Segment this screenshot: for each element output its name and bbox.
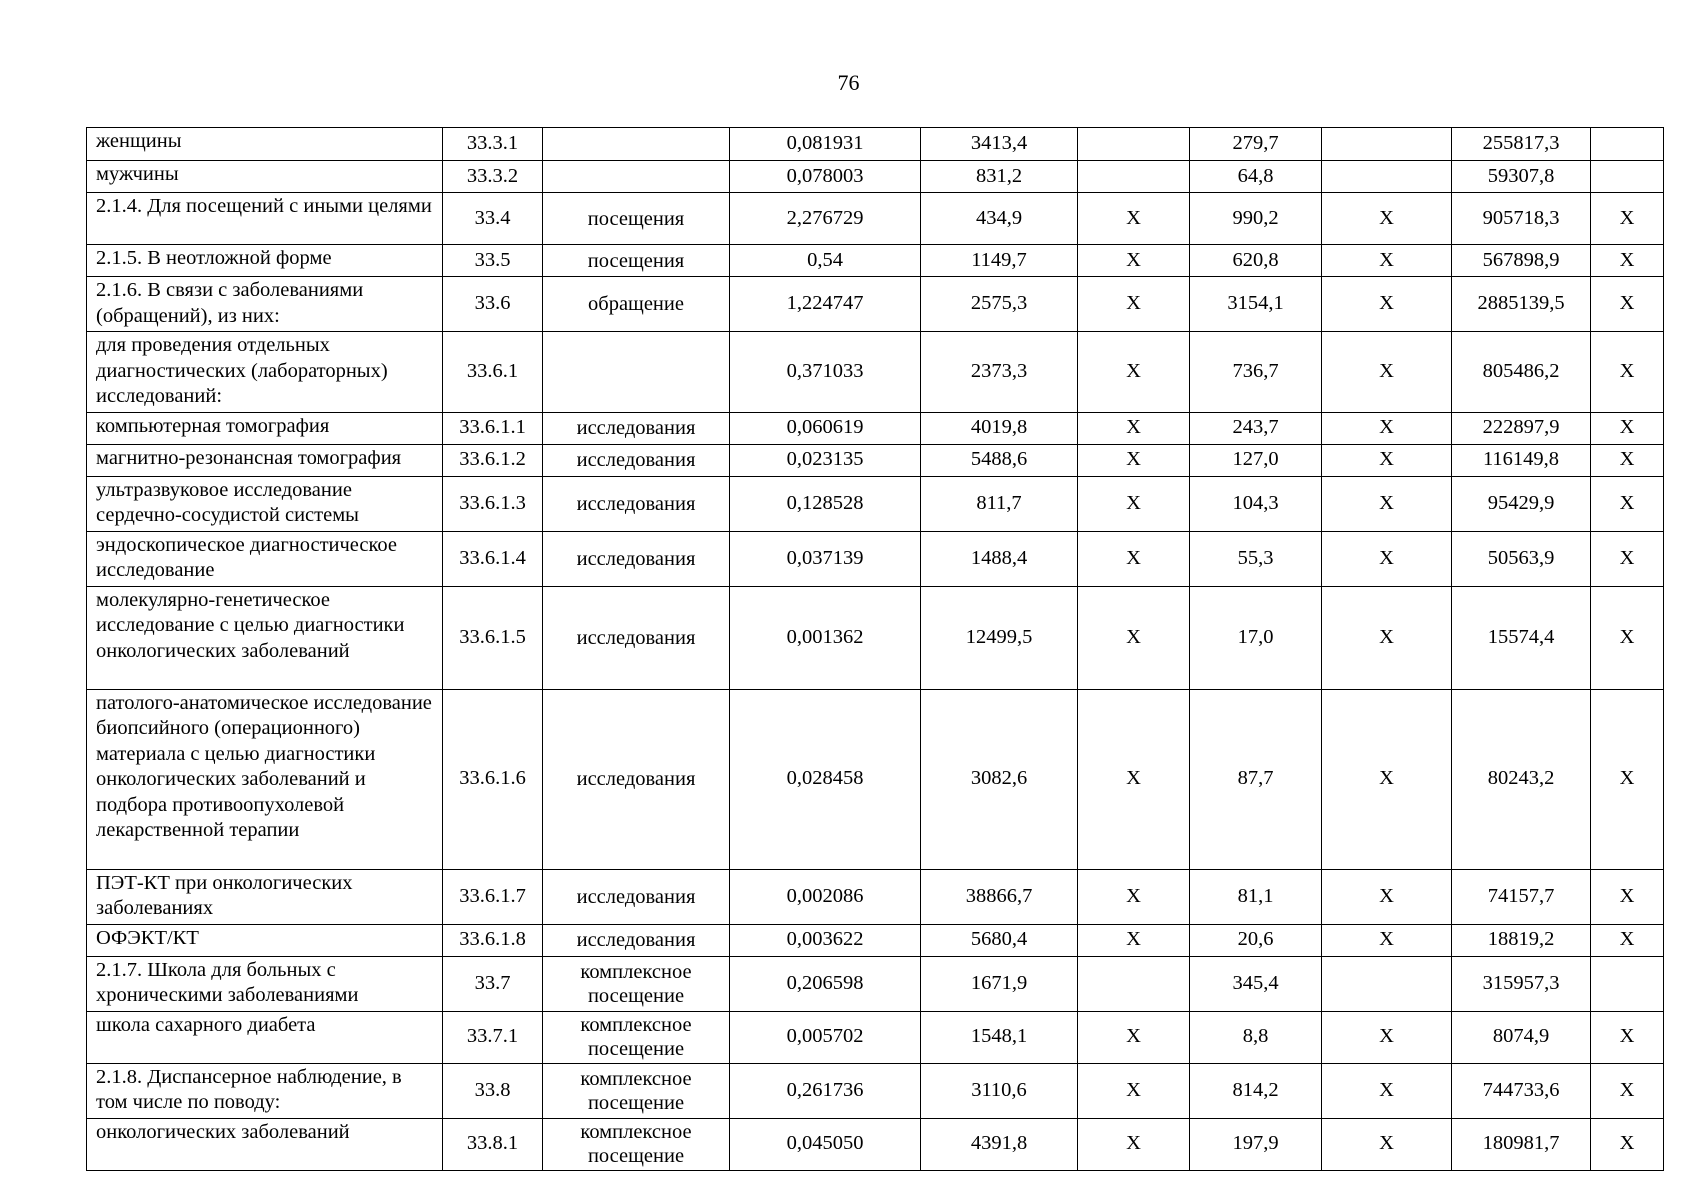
cell-unit: исследования — [543, 586, 730, 689]
cell-mark-1: Х — [1078, 924, 1190, 956]
cell-value-1: 0,028458 — [730, 689, 921, 869]
table-row — [87, 277, 1664, 332]
table-row — [87, 412, 1664, 444]
cell-value-1: 0,003622 — [730, 924, 921, 956]
cell-value-3: 3154,1 — [1190, 277, 1322, 332]
cell-mark-1: Х — [1078, 444, 1190, 476]
cell-value-4: 80243,2 — [1452, 689, 1591, 869]
cell-value-1: 0,023135 — [730, 444, 921, 476]
cell-mark-2: Х — [1322, 193, 1452, 245]
table-body — [87, 128, 1664, 1171]
cell-code: 33.3.2 — [443, 161, 543, 193]
table-row — [87, 1063, 1664, 1118]
cell-name: ОФЭКТ/КТ — [87, 924, 443, 956]
cell-value-3: 197,9 — [1190, 1118, 1322, 1170]
cell-value-4: 255817,3 — [1452, 128, 1591, 161]
cell-value-1: 0,037139 — [730, 531, 921, 586]
table-row — [87, 161, 1664, 193]
cell-value-4: 315957,3 — [1452, 956, 1591, 1011]
cell-name: для проведения отдельных диагностических (лабораторных) исследований: — [87, 332, 443, 413]
cell-name: онкологических заболеваний — [87, 1118, 443, 1170]
cell-value-3: 620,8 — [1190, 245, 1322, 277]
cell-value-1: 2,276729 — [730, 193, 921, 245]
cell-mark-1: Х — [1078, 531, 1190, 586]
cell-value-2: 5488,6 — [921, 444, 1078, 476]
table-row — [87, 1118, 1664, 1170]
cell-code: 33.6.1.2 — [443, 444, 543, 476]
cell-code: 33.6.1.3 — [443, 476, 543, 531]
cell-value-4: 74157,7 — [1452, 869, 1591, 924]
cell-mark-2: Х — [1322, 689, 1452, 869]
cell-value-1: 0,060619 — [730, 412, 921, 444]
cell-value-2: 12499,5 — [921, 586, 1078, 689]
cell-mark-3 — [1591, 128, 1664, 161]
cell-value-2: 3413,4 — [921, 128, 1078, 161]
cell-mark-1 — [1078, 956, 1190, 1011]
cell-unit: обращение — [543, 277, 730, 332]
cell-mark-2: Х — [1322, 332, 1452, 413]
cell-unit: исследования — [543, 689, 730, 869]
cell-mark-2: Х — [1322, 476, 1452, 531]
table-row — [87, 128, 1664, 161]
cell-mark-2: Х — [1322, 245, 1452, 277]
cell-value-3: 17,0 — [1190, 586, 1322, 689]
cell-value-1: 0,206598 — [730, 956, 921, 1011]
cell-value-4: 50563,9 — [1452, 531, 1591, 586]
cell-unit — [543, 332, 730, 413]
cell-value-4: 15574,4 — [1452, 586, 1591, 689]
cell-value-2: 434,9 — [921, 193, 1078, 245]
cell-value-2: 4391,8 — [921, 1118, 1078, 1170]
cell-unit: комплексное посещение — [543, 1063, 730, 1118]
cell-value-3: 279,7 — [1190, 128, 1322, 161]
cell-code: 33.6.1.1 — [443, 412, 543, 444]
cell-value-3: 736,7 — [1190, 332, 1322, 413]
table-row — [87, 586, 1664, 689]
cell-unit: комплексное посещение — [543, 956, 730, 1011]
cell-value-4: 95429,9 — [1452, 476, 1591, 531]
cell-name: 2.1.8. Диспансерное наблюдение, в том числе по поводу: — [87, 1063, 443, 1118]
cell-value-2: 1149,7 — [921, 245, 1078, 277]
cell-mark-2: Х — [1322, 586, 1452, 689]
cell-mark-3: Х — [1591, 444, 1664, 476]
cell-value-2: 2575,3 — [921, 277, 1078, 332]
cell-unit: исследования — [543, 869, 730, 924]
cell-mark-2: Х — [1322, 869, 1452, 924]
cell-mark-3: Х — [1591, 531, 1664, 586]
cell-name: 2.1.6. В связи с заболеваниями (обращений), из них: — [87, 277, 443, 332]
cell-mark-2: Х — [1322, 412, 1452, 444]
cell-value-2: 1548,1 — [921, 1011, 1078, 1063]
table-row — [87, 245, 1664, 277]
cell-value-1: 0,005702 — [730, 1011, 921, 1063]
cell-value-4: 18819,2 — [1452, 924, 1591, 956]
cell-value-4: 8074,9 — [1452, 1011, 1591, 1063]
cell-mark-3: Х — [1591, 476, 1664, 531]
table-row — [87, 193, 1664, 245]
cell-value-2: 5680,4 — [921, 924, 1078, 956]
cell-mark-1 — [1078, 128, 1190, 161]
cell-value-3: 243,7 — [1190, 412, 1322, 444]
cell-value-3: 127,0 — [1190, 444, 1322, 476]
cell-value-3: 345,4 — [1190, 956, 1322, 1011]
cell-mark-1: Х — [1078, 245, 1190, 277]
cell-code: 33.6.1.7 — [443, 869, 543, 924]
cell-name: патолого-анатомическое исследование биопсийного (операционного) материала с целью диагностики онкологических заболеваний и подбора противоопухолевой лекарственной терапии — [87, 689, 443, 869]
cell-value-3: 81,1 — [1190, 869, 1322, 924]
cell-value-1: 0,128528 — [730, 476, 921, 531]
cell-code: 33.8 — [443, 1063, 543, 1118]
cell-mark-1: Х — [1078, 586, 1190, 689]
cell-value-2: 3110,6 — [921, 1063, 1078, 1118]
cell-name: магнитно-резонансная томография — [87, 444, 443, 476]
cell-mark-1: Х — [1078, 689, 1190, 869]
cell-mark-2 — [1322, 128, 1452, 161]
cell-mark-3: Х — [1591, 277, 1664, 332]
cell-value-2: 831,2 — [921, 161, 1078, 193]
cell-value-1: 0,081931 — [730, 128, 921, 161]
cell-mark-2 — [1322, 161, 1452, 193]
cell-name: ультразвуковое исследование сердечно-сосудистой системы — [87, 476, 443, 531]
cell-value-2: 811,7 — [921, 476, 1078, 531]
cell-code: 33.6.1.8 — [443, 924, 543, 956]
table-row — [87, 1011, 1664, 1063]
table-row — [87, 689, 1664, 869]
cell-name: 2.1.5. В неотложной форме — [87, 245, 443, 277]
cell-code: 33.6.1.5 — [443, 586, 543, 689]
data-table — [86, 127, 1664, 1171]
cell-unit: посещения — [543, 245, 730, 277]
cell-mark-1: Х — [1078, 332, 1190, 413]
cell-value-2: 4019,8 — [921, 412, 1078, 444]
cell-mark-1: Х — [1078, 869, 1190, 924]
cell-mark-3: Х — [1591, 869, 1664, 924]
cell-mark-1: Х — [1078, 277, 1190, 332]
cell-unit: комплексное посещение — [543, 1011, 730, 1063]
cell-mark-3: Х — [1591, 586, 1664, 689]
cell-value-4: 116149,8 — [1452, 444, 1591, 476]
cell-value-4: 2885139,5 — [1452, 277, 1591, 332]
cell-code: 33.3.1 — [443, 128, 543, 161]
cell-mark-2: Х — [1322, 1011, 1452, 1063]
cell-name: компьютерная томография — [87, 412, 443, 444]
cell-mark-2: Х — [1322, 444, 1452, 476]
cell-value-1: 0,002086 — [730, 869, 921, 924]
cell-name: эндоскопическое диагностическое исследование — [87, 531, 443, 586]
cell-unit: посещения — [543, 193, 730, 245]
cell-value-4: 567898,9 — [1452, 245, 1591, 277]
cell-code: 33.5 — [443, 245, 543, 277]
cell-value-1: 0,371033 — [730, 332, 921, 413]
cell-mark-3: Х — [1591, 1011, 1664, 1063]
cell-value-3: 87,7 — [1190, 689, 1322, 869]
cell-value-1: 0,078003 — [730, 161, 921, 193]
cell-mark-3 — [1591, 956, 1664, 1011]
cell-value-3: 20,6 — [1190, 924, 1322, 956]
cell-unit — [543, 128, 730, 161]
cell-value-4: 805486,2 — [1452, 332, 1591, 413]
cell-name: школа сахарного диабета — [87, 1011, 443, 1063]
cell-name: мужчины — [87, 161, 443, 193]
cell-value-2: 2373,3 — [921, 332, 1078, 413]
cell-mark-3: Х — [1591, 924, 1664, 956]
cell-value-2: 38866,7 — [921, 869, 1078, 924]
cell-mark-1: Х — [1078, 1063, 1190, 1118]
cell-mark-1: Х — [1078, 412, 1190, 444]
cell-value-1: 0,045050 — [730, 1118, 921, 1170]
table-row — [87, 869, 1664, 924]
table-row — [87, 332, 1664, 413]
cell-code: 33.6.1.4 — [443, 531, 543, 586]
cell-mark-2: Х — [1322, 531, 1452, 586]
cell-value-3: 814,2 — [1190, 1063, 1322, 1118]
cell-name: молекулярно-генетическое исследование с целью диагностики онкологических заболеваний — [87, 586, 443, 689]
cell-name: ПЭТ-КТ при онкологических заболеваниях — [87, 869, 443, 924]
cell-mark-1: Х — [1078, 1118, 1190, 1170]
cell-mark-3: Х — [1591, 245, 1664, 277]
cell-unit — [543, 161, 730, 193]
cell-unit: исследования — [543, 924, 730, 956]
cell-value-2: 3082,6 — [921, 689, 1078, 869]
cell-mark-2: Х — [1322, 924, 1452, 956]
cell-name: женщины — [87, 128, 443, 161]
cell-mark-1 — [1078, 161, 1190, 193]
cell-mark-2: Х — [1322, 1063, 1452, 1118]
cell-code: 33.6.1 — [443, 332, 543, 413]
cell-value-1: 0,261736 — [730, 1063, 921, 1118]
cell-value-3: 990,2 — [1190, 193, 1322, 245]
table-row — [87, 531, 1664, 586]
cell-value-3: 8,8 — [1190, 1011, 1322, 1063]
cell-unit: исследования — [543, 476, 730, 531]
cell-value-1: 0,001362 — [730, 586, 921, 689]
cell-unit: исследования — [543, 531, 730, 586]
cell-mark-3: Х — [1591, 1118, 1664, 1170]
cell-code: 33.8.1 — [443, 1118, 543, 1170]
cell-mark-3: Х — [1591, 332, 1664, 413]
cell-code: 33.7 — [443, 956, 543, 1011]
page-number: 76 — [837, 70, 860, 95]
cell-mark-2 — [1322, 956, 1452, 1011]
cell-name: 2.1.4. Для посещений с иными целями — [87, 193, 443, 245]
cell-mark-2: Х — [1322, 1118, 1452, 1170]
cell-mark-1: Х — [1078, 193, 1190, 245]
cell-value-4: 180981,7 — [1452, 1118, 1591, 1170]
cell-value-3: 64,8 — [1190, 161, 1322, 193]
cell-unit: комплексное посещение — [543, 1118, 730, 1170]
cell-mark-1: Х — [1078, 476, 1190, 531]
cell-unit: исследования — [543, 444, 730, 476]
cell-mark-3: Х — [1591, 193, 1664, 245]
cell-value-1: 1,224747 — [730, 277, 921, 332]
cell-code: 33.4 — [443, 193, 543, 245]
cell-unit: исследования — [543, 412, 730, 444]
cell-value-1: 0,54 — [730, 245, 921, 277]
cell-value-2: 1671,9 — [921, 956, 1078, 1011]
cell-value-4: 59307,8 — [1452, 161, 1591, 193]
table-row — [87, 476, 1664, 531]
cell-value-4: 905718,3 — [1452, 193, 1591, 245]
table-row — [87, 924, 1664, 956]
cell-mark-3: Х — [1591, 689, 1664, 869]
cell-name: 2.1.7. Школа для больных с хроническими заболеваниями — [87, 956, 443, 1011]
cell-mark-2: Х — [1322, 277, 1452, 332]
table-row — [87, 956, 1664, 1011]
table-row — [87, 444, 1664, 476]
cell-code: 33.6 — [443, 277, 543, 332]
cell-mark-1: Х — [1078, 1011, 1190, 1063]
cell-value-4: 222897,9 — [1452, 412, 1591, 444]
cell-value-3: 104,3 — [1190, 476, 1322, 531]
cell-value-4: 744733,6 — [1452, 1063, 1591, 1118]
cell-value-2: 1488,4 — [921, 531, 1078, 586]
cell-mark-3: Х — [1591, 412, 1664, 444]
cell-value-3: 55,3 — [1190, 531, 1322, 586]
cell-mark-3: Х — [1591, 1063, 1664, 1118]
cell-code: 33.6.1.6 — [443, 689, 543, 869]
cell-mark-3 — [1591, 161, 1664, 193]
cell-code: 33.7.1 — [443, 1011, 543, 1063]
